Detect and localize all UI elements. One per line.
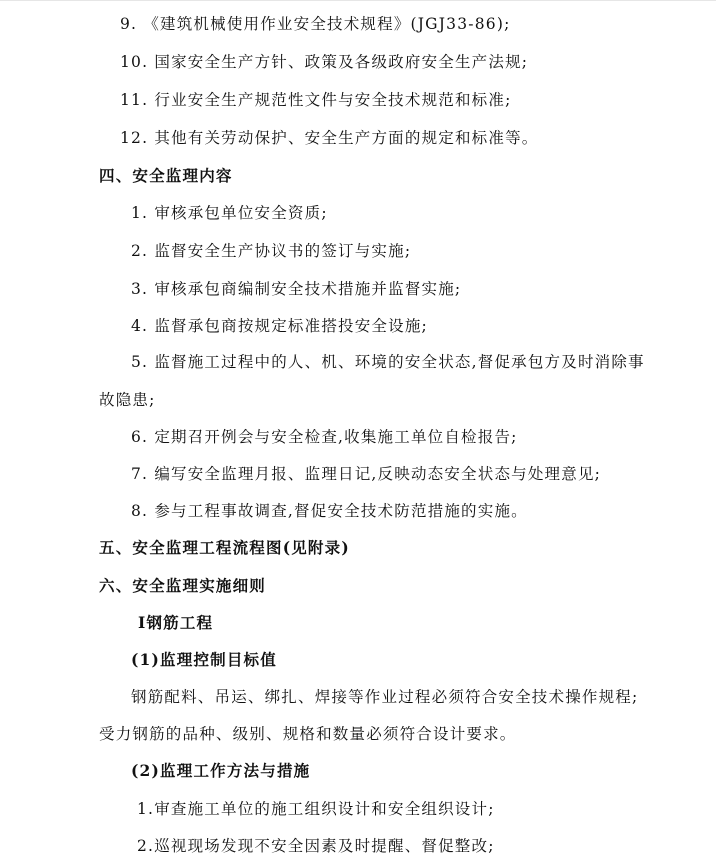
section-heading-6: 六、安全监理实施细则 bbox=[99, 576, 267, 595]
section-heading-5: 五、安全监理工程流程图(见附录) bbox=[99, 538, 350, 557]
subheading-rebar-work: Ⅰ钢筋工程 bbox=[138, 613, 214, 632]
subheading-control-target: (1)监理控制目标值 bbox=[131, 650, 277, 669]
safety-item-5-continued: 故隐患; bbox=[99, 391, 156, 409]
safety-item-6: 6. 定期召开例会与安全检查,收集施工单位自检报告; bbox=[131, 428, 518, 446]
method-item-1: 1.审查施工单位的施工组织设计和安全组织设计; bbox=[137, 800, 495, 818]
list-item-10: 10. 国家安全生产方针、政策及各级政府安全生产法规; bbox=[120, 53, 529, 71]
method-item-2: 2.巡视现场发现不安全因素及时提醒、督促整改; bbox=[137, 837, 495, 855]
list-item-12: 12. 其他有关劳动保护、安全生产方面的规定和标准等。 bbox=[120, 129, 539, 147]
safety-item-2: 2. 监督安全生产协议书的签订与实施; bbox=[131, 242, 412, 260]
paragraph-control-target: 钢筋配料、吊运、绑扎、焊接等作业过程必须符合安全技术操作规程; bbox=[131, 688, 639, 706]
paragraph-control-target-continued: 受力钢筋的品种、级别、规格和数量必须符合设计要求。 bbox=[99, 725, 517, 743]
list-item-9: 9. 《建筑机械使用作业安全技术规程》(JGJ33-86); bbox=[120, 15, 511, 33]
list-item-11: 11. 行业安全生产规范性文件与安全技术规范和标准; bbox=[120, 91, 512, 109]
page-top-border bbox=[0, 0, 716, 1]
subheading-work-methods: (2)监理工作方法与措施 bbox=[131, 761, 311, 780]
safety-item-4: 4. 监督承包商按规定标准搭投安全设施; bbox=[131, 317, 428, 335]
safety-item-3: 3. 审核承包商编制安全技术措施并监督实施; bbox=[131, 280, 462, 298]
safety-item-8: 8. 参与工程事故调查,督促安全技术防范措施的实施。 bbox=[131, 502, 528, 520]
section-heading-4: 四、安全监理内容 bbox=[99, 166, 233, 185]
safety-item-5: 5. 监督施工过程中的人、机、环境的安全状态,督促承包方及时消除事 bbox=[131, 353, 645, 371]
safety-item-1: 1. 审核承包单位安全资质; bbox=[131, 204, 328, 222]
safety-item-7: 7. 编写安全监理月报、监理日记,反映动态安全状态与处理意见; bbox=[131, 465, 602, 483]
